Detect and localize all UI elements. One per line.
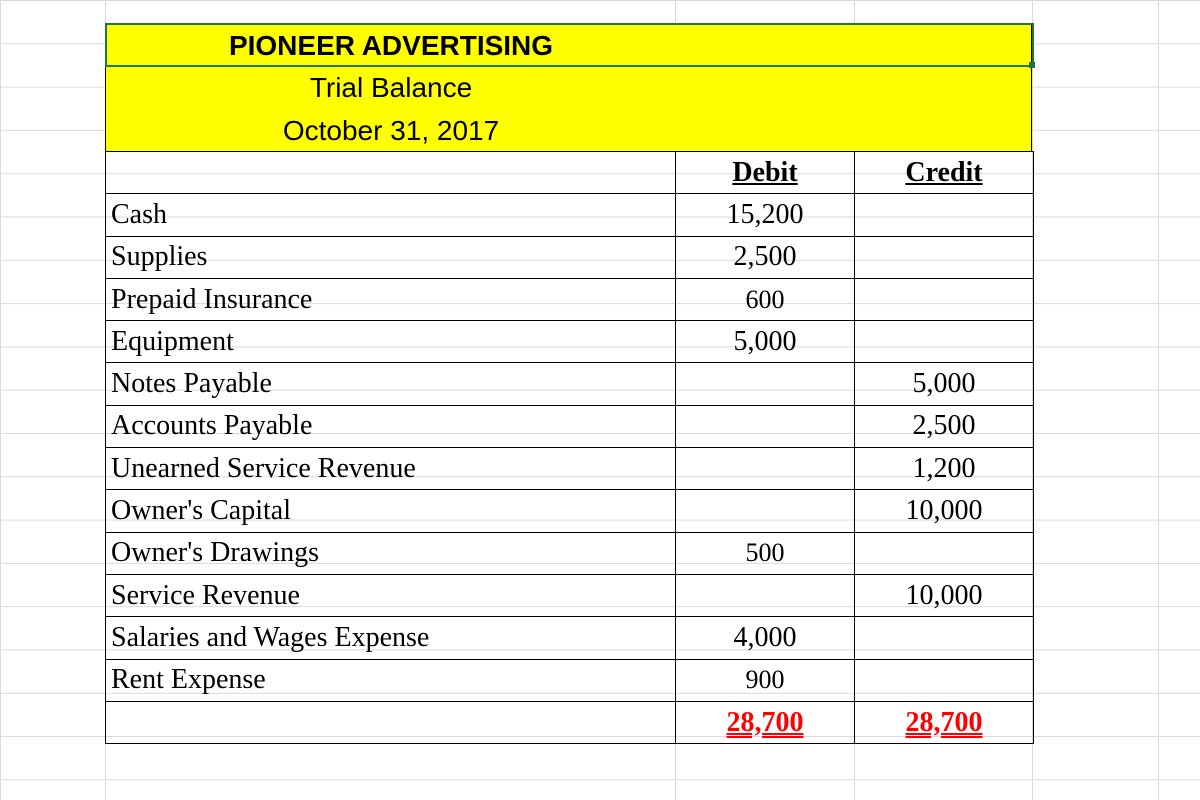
totals-label-cell[interactable] [106, 701, 676, 743]
debit-cell[interactable] [676, 405, 855, 447]
credit-cell[interactable] [855, 194, 1034, 236]
table-row [106, 278, 1034, 320]
account-cell[interactable]: Supplies [106, 236, 676, 278]
credit-cell[interactable]: 1,200 [855, 448, 1034, 490]
credit-cell[interactable]: 10,000 [855, 574, 1034, 616]
credit-cell[interactable]: 2,500 [855, 405, 1034, 447]
debit-cell[interactable]: 4,000 [676, 617, 855, 659]
debit-total[interactable]: 28,700 [676, 701, 855, 743]
account-cell[interactable]: Accounts Payable [106, 405, 676, 447]
report-title[interactable]: Trial Balance [309, 72, 473, 103]
table-row [106, 363, 1034, 405]
column-header-row [106, 152, 1034, 194]
report-date[interactable]: October 31, 2017 [282, 115, 500, 146]
credit-cell[interactable] [855, 278, 1034, 320]
report-header [105, 24, 1032, 152]
credit-cell[interactable]: 10,000 [855, 490, 1034, 532]
credit-cell[interactable] [855, 532, 1034, 574]
account-cell[interactable]: Prepaid Insurance [106, 278, 676, 320]
credit-cell[interactable] [855, 321, 1034, 363]
debit-cell[interactable] [676, 490, 855, 532]
fill-handle[interactable] [1029, 62, 1035, 68]
table-row [106, 448, 1034, 490]
debit-cell[interactable] [676, 363, 855, 405]
trial-balance-table [105, 151, 1034, 744]
account-cell[interactable]: Service Revenue [106, 574, 676, 616]
debit-header[interactable]: Debit [676, 152, 855, 194]
debit-cell[interactable] [676, 448, 855, 490]
account-cell[interactable]: Rent Expense [106, 659, 676, 701]
grid-column-line [1158, 0, 1159, 800]
debit-cell[interactable]: 15,200 [676, 194, 855, 236]
company-name[interactable]: PIONEER ADVERTISING [228, 30, 554, 61]
account-cell[interactable]: Owner's Capital [106, 490, 676, 532]
account-cell[interactable]: Unearned Service Revenue [106, 448, 676, 490]
credit-total[interactable]: 28,700 [855, 701, 1034, 743]
credit-cell[interactable] [855, 659, 1034, 701]
table-row [106, 194, 1034, 236]
table-row [106, 574, 1034, 616]
debit-cell[interactable]: 900 [676, 659, 855, 701]
table-row [106, 617, 1034, 659]
account-header-cell[interactable] [106, 152, 676, 194]
table-row [106, 532, 1034, 574]
credit-header[interactable]: Credit [855, 152, 1034, 194]
table-row [106, 405, 1034, 447]
debit-cell[interactable] [676, 574, 855, 616]
credit-cell[interactable]: 5,000 [855, 363, 1034, 405]
debit-cell[interactable]: 5,000 [676, 321, 855, 363]
account-cell[interactable]: Notes Payable [106, 363, 676, 405]
account-cell[interactable]: Owner's Drawings [106, 532, 676, 574]
table-row [106, 321, 1034, 363]
account-cell[interactable]: Cash [106, 194, 676, 236]
credit-cell[interactable] [855, 617, 1034, 659]
table-row [106, 236, 1034, 278]
totals-row [106, 701, 1034, 743]
debit-cell[interactable]: 500 [676, 532, 855, 574]
debit-cell[interactable]: 600 [676, 278, 855, 320]
debit-cell[interactable]: 2,500 [676, 236, 855, 278]
account-cell[interactable]: Equipment [106, 321, 676, 363]
table-row [106, 659, 1034, 701]
account-cell[interactable]: Salaries and Wages Expense [106, 617, 676, 659]
credit-cell[interactable] [855, 236, 1034, 278]
table-row [106, 490, 1034, 532]
